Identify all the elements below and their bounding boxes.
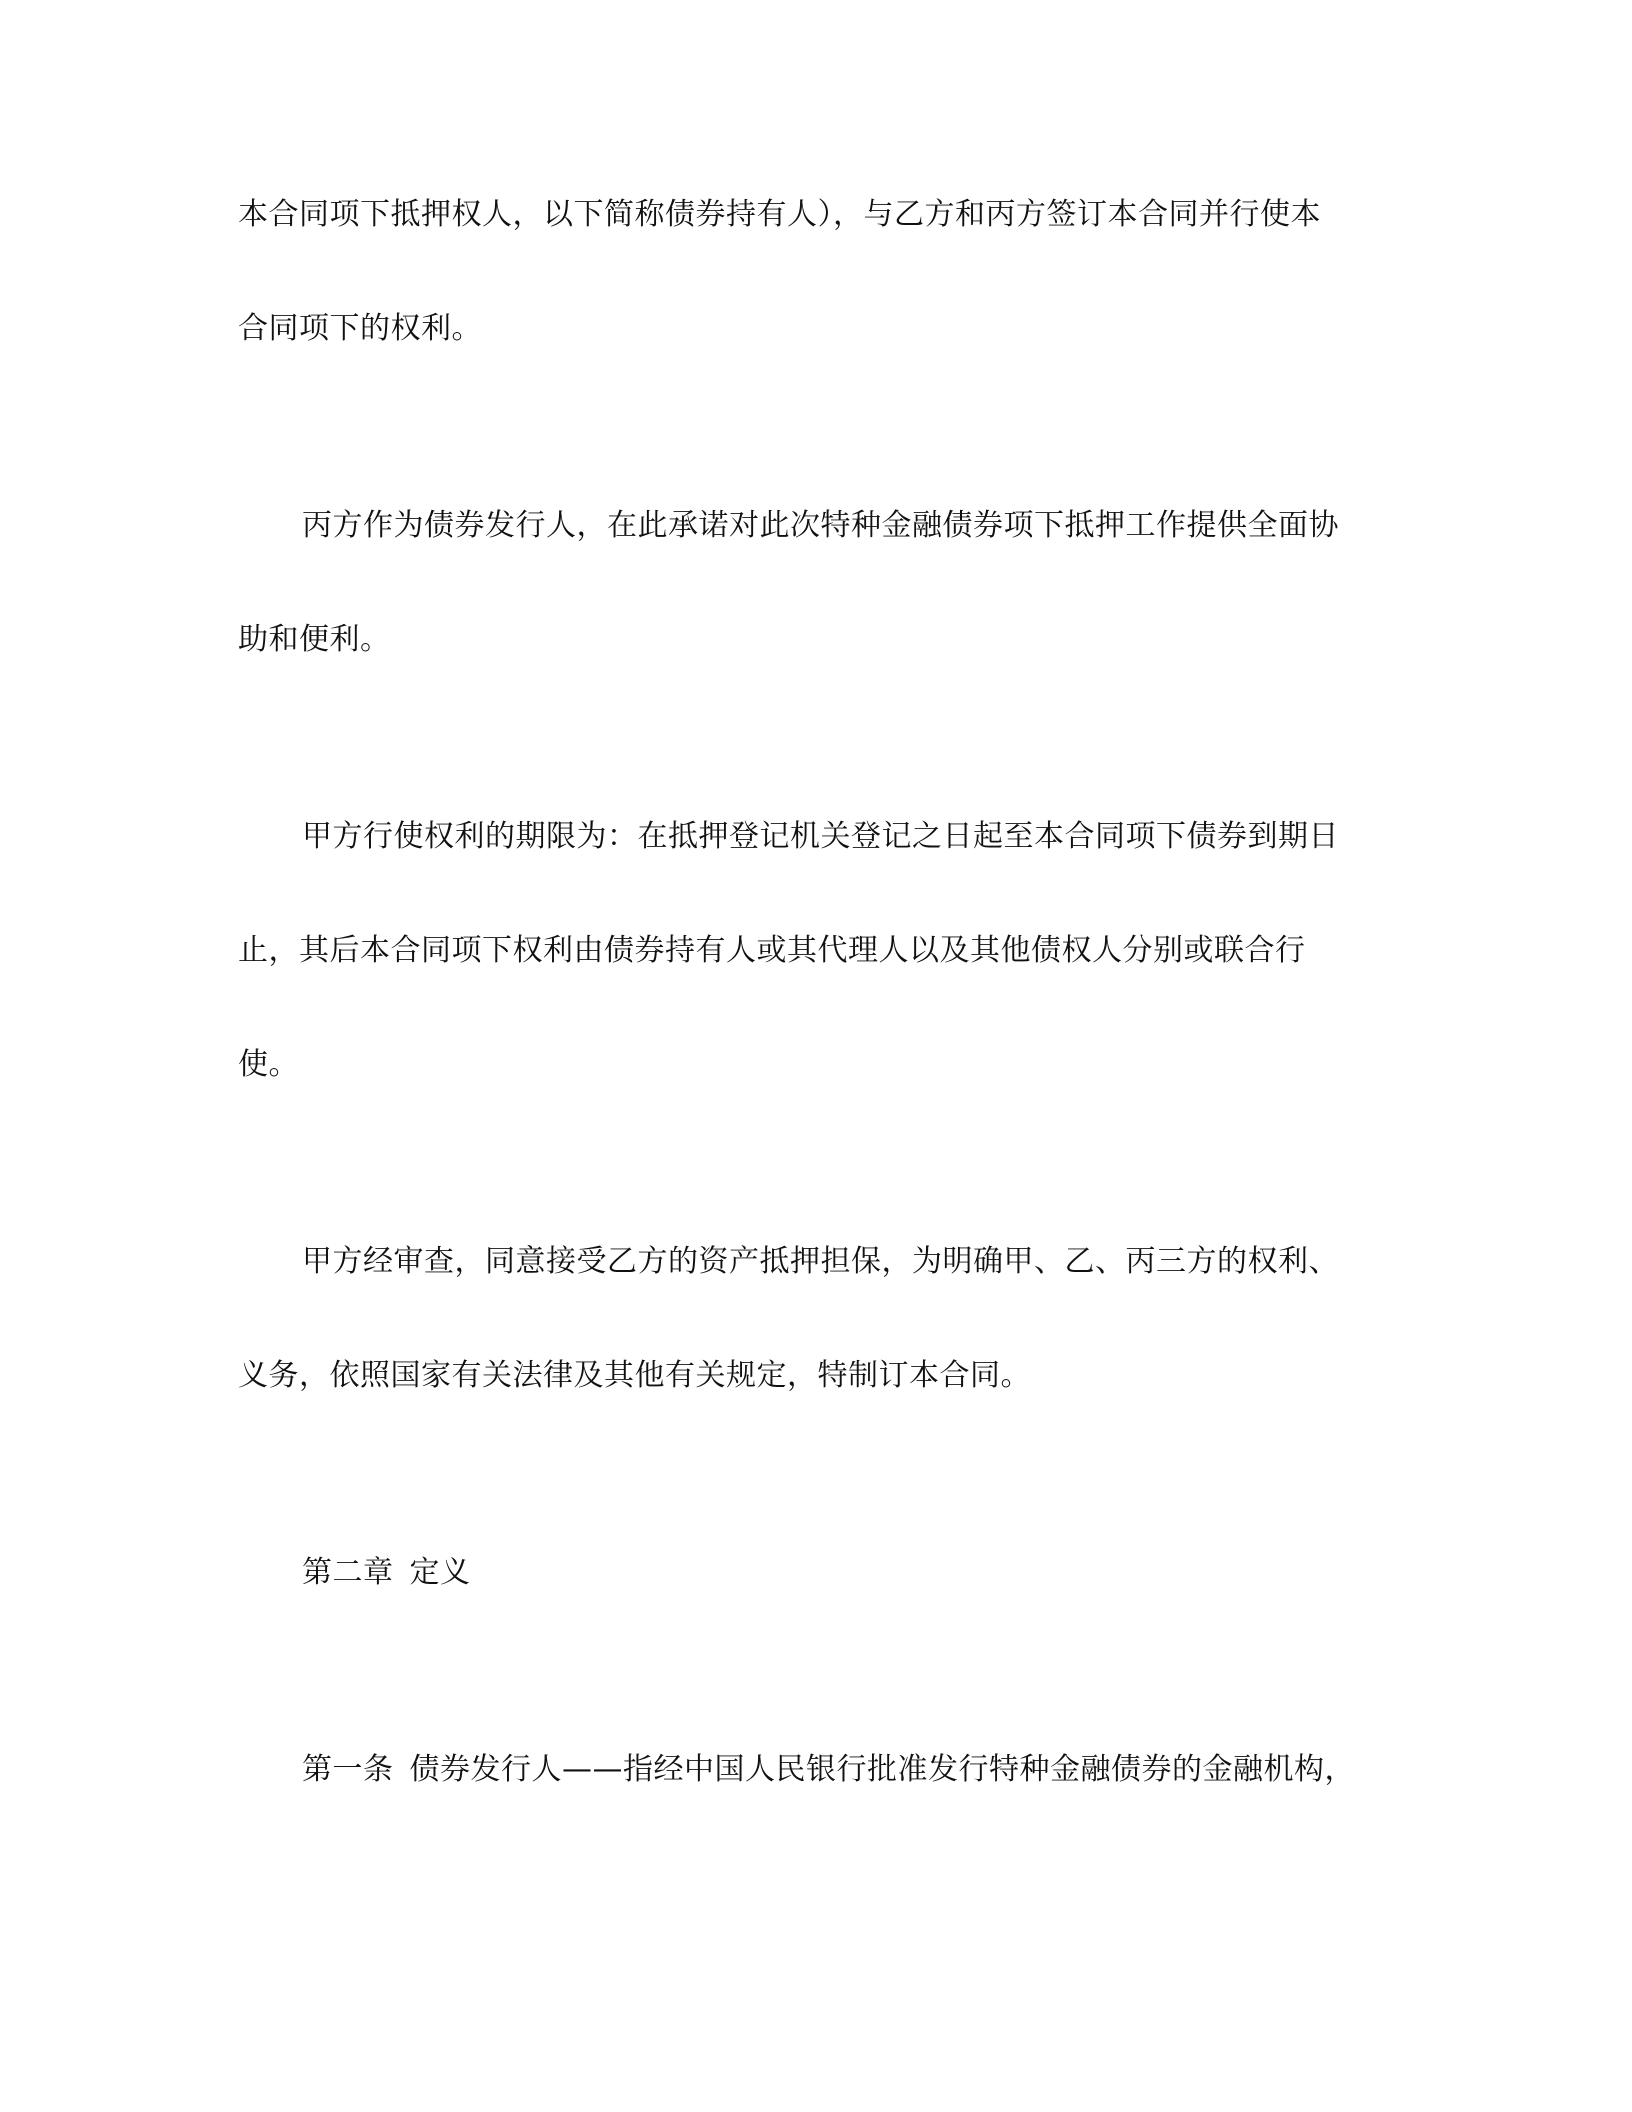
paragraph-3-line-3: 使。 xyxy=(238,1047,299,1082)
chapter-title: 定义 xyxy=(409,1555,471,1590)
chapter-heading xyxy=(302,1553,471,1593)
article-text: 债券发行人——指经中国人民银行批准发行特种金融债券的金融机构， xyxy=(409,1752,1355,1787)
article-number: 第一条 xyxy=(302,1752,394,1787)
paragraph-1-line-1: 本合同项下抵押权人，以下简称债券持有人），与乙方和丙方签订本合同并行使本 xyxy=(238,197,1321,232)
chapter-number: 第二章 xyxy=(302,1555,394,1590)
paragraph-3-line-2: 止，其后本合同项下权利由债券持有人或其代理人以及其他债权人分别或联合行 xyxy=(238,933,1306,968)
paragraph-3-line-1: 甲方行使权利的期限为：在抵押登记机关登记之日起至本合同项下债券到期日 xyxy=(302,819,1339,854)
paragraph-2-line-1: 丙方作为债券发行人，在此承诺对此次特种金融债券项下抵押工作提供全面协 xyxy=(302,508,1339,543)
paragraph-2-line-2: 助和便利。 xyxy=(238,622,391,657)
paragraph-1-line-2: 合同项下的权利。 xyxy=(238,311,482,346)
paragraph-4-line-2: 义务，依照国家有关法律及其他有关规定，特制订本合同。 xyxy=(238,1358,1031,1393)
article-1 xyxy=(302,1750,1355,1790)
paragraph-4-line-1: 甲方经审查，同意接受乙方的资产抵押担保，为明确甲、乙、丙三方的权利、 xyxy=(302,1244,1339,1279)
